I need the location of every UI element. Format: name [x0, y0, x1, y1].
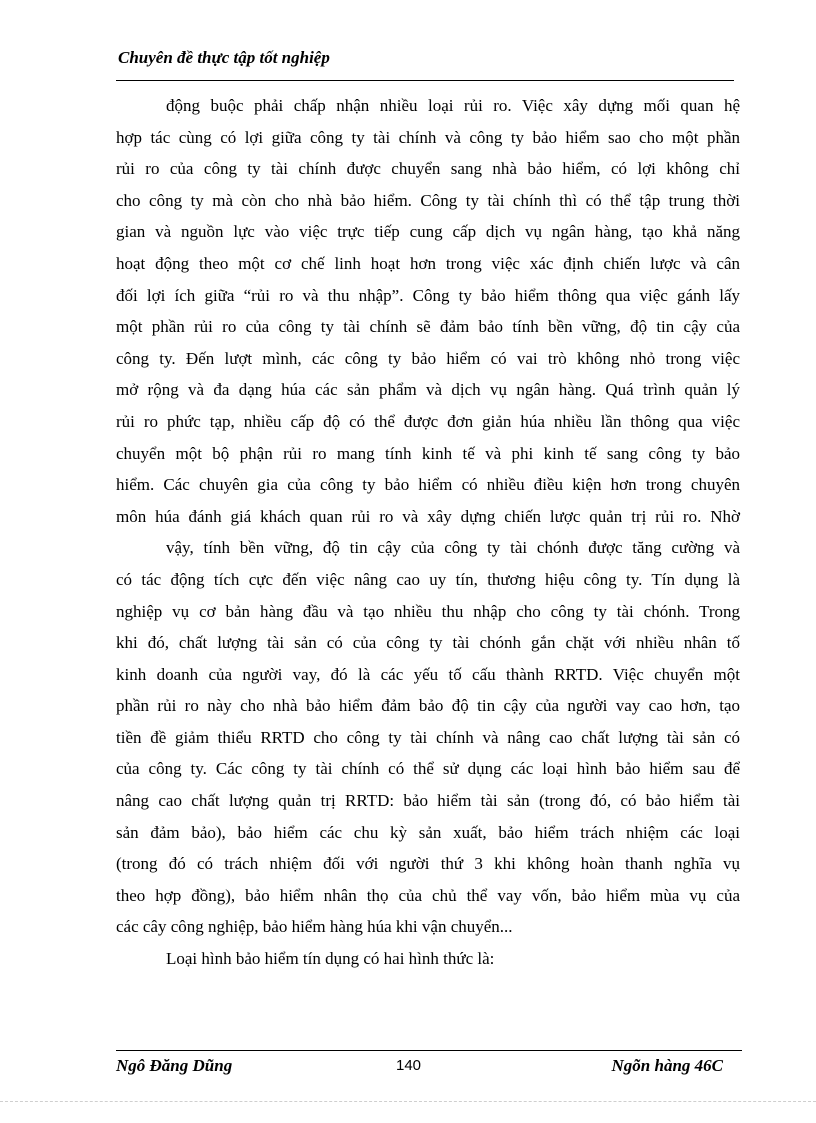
text-line: một phần rủi ro của công ty tài chính sẽ đảm bảo tính bền vững, độ tin cậy của	[116, 317, 740, 337]
header-divider	[116, 80, 734, 81]
text-line: chuyển một bộ phận rủi ro mang tính kinh tế và phi kinh tế sang công ty bảo	[116, 443, 740, 463]
text-line: rủi ro của công ty tài chính được chuyển sang nhà bảo hiểm, có lợi không chỉ	[116, 159, 740, 179]
text-line: kinh doanh của người vay, đó là các yếu tố cấu thành RRTD. Việc chuyển một	[116, 664, 740, 684]
text-line: nâng cao chất lượng quản trị RRTD: bảo hiểm tài sản (trong đó, có bảo hiểm tài	[116, 791, 740, 811]
text-line: gian và nguồn lực vào việc trực tiếp cung cấp dịch vụ ngân hàng, tạo khả năng	[116, 222, 740, 242]
page-break-line	[0, 1101, 816, 1102]
footer-divider	[116, 1050, 742, 1051]
text-line: (trong đó có trách nhiệm đối với người thứ 3 khi không hoàn thanh nghĩa vụ	[116, 854, 740, 874]
footer-class: Ngõn hàng 46C	[611, 1056, 723, 1075]
text-line: của công ty. Các công ty tài chính có thể sử dụng các loại hình bảo hiểm sau để	[116, 759, 740, 779]
text-line: hoạt động theo một cơ chế linh hoạt hơn trong việc xác định chiến lược và cân	[116, 253, 740, 273]
text-line: tiền đề giảm thiểu RRTD cho công ty tài chính và nâng cao chất lượng tài sản có	[116, 727, 740, 747]
text-line: theo hợp đồng), bảo hiểm nhân thọ của chủ thể vay vốn, bảo hiểm mùa vụ của	[116, 885, 740, 905]
text-line: sản đảm bảo), bảo hiểm các chu kỳ sản xuất, bảo hiểm trách nhiệm các loại	[116, 822, 740, 842]
text-line: có tác động tích cực đến việc nâng cao uy tín, thương hiệu công ty. Tín dụng là	[116, 569, 740, 589]
text-line: hợp tác cùng có lợi giữa công ty tài chính và công ty bảo hiểm sao cho một phần	[116, 127, 740, 147]
text-line: các cây công nghiệp, bảo hiểm hàng húa khi vận chuyển...	[116, 917, 513, 937]
text-line: hiểm. Các chuyên gia của công ty bảo hiểm có nhiều điều kiện hơn trong chuyên	[116, 475, 740, 495]
text-line: công ty. Đến lượt mình, các công ty bảo hiểm có vai trò không nhỏ trong việc	[116, 348, 740, 368]
body-text	[116, 90, 740, 975]
text-line: mở rộng và đa dạng húa các sản phẩm và dịch vụ ngân hàng. Quá trình quản lý	[116, 380, 740, 400]
page-number: 140	[396, 1057, 422, 1074]
text-line: khi đó, chất lượng tài sản có của công ty tài chónh gắn chặt với nhiều nhân tố	[116, 633, 740, 653]
text-line: cho công ty mà còn cho nhà bảo hiểm. Công ty tài chính thì có thể tập trung thời	[116, 190, 740, 210]
text-line: động buộc phải chấp nhận nhiều loại rủi ro. Việc xây dựng mối quan hệ	[166, 96, 740, 115]
page-header-title: Chuyên đề thực tập tốt nghiệp	[118, 48, 330, 67]
text-line: môn húa đánh giá khách quan rủi ro và xây dựng chiến lược quản trị rủi ro. Nhờ	[116, 506, 740, 526]
text-line: Loại hình bảo hiểm tín dụng có hai hình thức là:	[166, 949, 495, 969]
text-line: đối lợi ích giữa “rủi ro và thu nhập”. Công ty bảo hiểm thông qua việc gánh lấy	[116, 285, 740, 305]
text-line: nghiệp vụ cơ bản hàng đầu và tạo nhiều thu nhập cho công ty tài chónh. Trong	[116, 601, 740, 621]
text-line: vậy, tính bền vững, độ tin cậy của công ty tài chónh được tăng cường và	[166, 538, 740, 558]
text-line: rủi ro phức tạp, nhiều cấp độ có thể được đơn giản húa nhiều lần thông qua việc	[116, 411, 740, 431]
footer-author: Ngô Đăng Dũng	[116, 1056, 233, 1075]
text-line: phần rủi ro này cho nhà bảo hiểm đảm bảo độ tin cậy của người vay cao hơn, tạo	[116, 696, 740, 716]
